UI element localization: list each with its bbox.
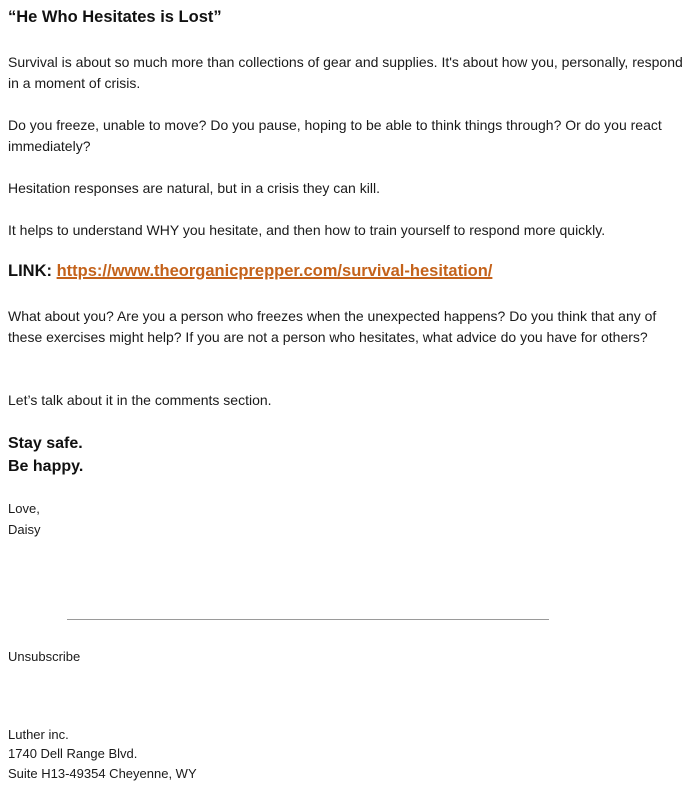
signature-name: Daisy xyxy=(8,522,41,537)
footer-divider xyxy=(67,619,549,620)
article-link-line xyxy=(8,262,492,281)
article-link[interactable]: https://www.theorganicprepper.com/survival-hesitation/ xyxy=(56,262,493,280)
address-suite-city: Suite H13-49354 Cheyenne, WY xyxy=(8,766,197,781)
question-paragraph: Do you freeze, unable to move? Do you pause, hoping to be able to think things through? Or do you react immediately? xyxy=(8,117,662,154)
understand-paragraph: It helps to understand WHY you hesitate, and then how to train yourself to respond more quickly. xyxy=(8,222,606,238)
signoff-stay-safe: Stay safe. xyxy=(8,435,83,452)
hesitation-paragraph: Hesitation responses are natural, but in a crisis they can kill. xyxy=(8,180,380,196)
address-company: Luther inc. xyxy=(8,727,69,742)
intro-paragraph: Survival is about so much more than collections of gear and supplies. It's about how you, personally, respond in a moment of crisis. xyxy=(8,54,683,91)
unsubscribe-link[interactable]: Unsubscribe xyxy=(8,649,81,664)
email-title: “He Who Hesitates is Lost” xyxy=(8,8,222,26)
signoff-be-happy: Be happy. xyxy=(8,458,84,475)
unsubscribe-line xyxy=(8,647,80,667)
link-label: LINK: xyxy=(8,262,52,280)
comments-paragraph: Let’s talk about it in the comments section. xyxy=(8,392,272,408)
discussion-paragraph: What about you? Are you a person who freezes when the unexpected happens? Do you think that any of these exercises might help? If you are not a person who hesitates, what advice do you have for others? xyxy=(8,308,657,345)
address-street: 1740 Dell Range Blvd. xyxy=(8,746,138,761)
signature-greeting: Love, xyxy=(8,501,40,516)
